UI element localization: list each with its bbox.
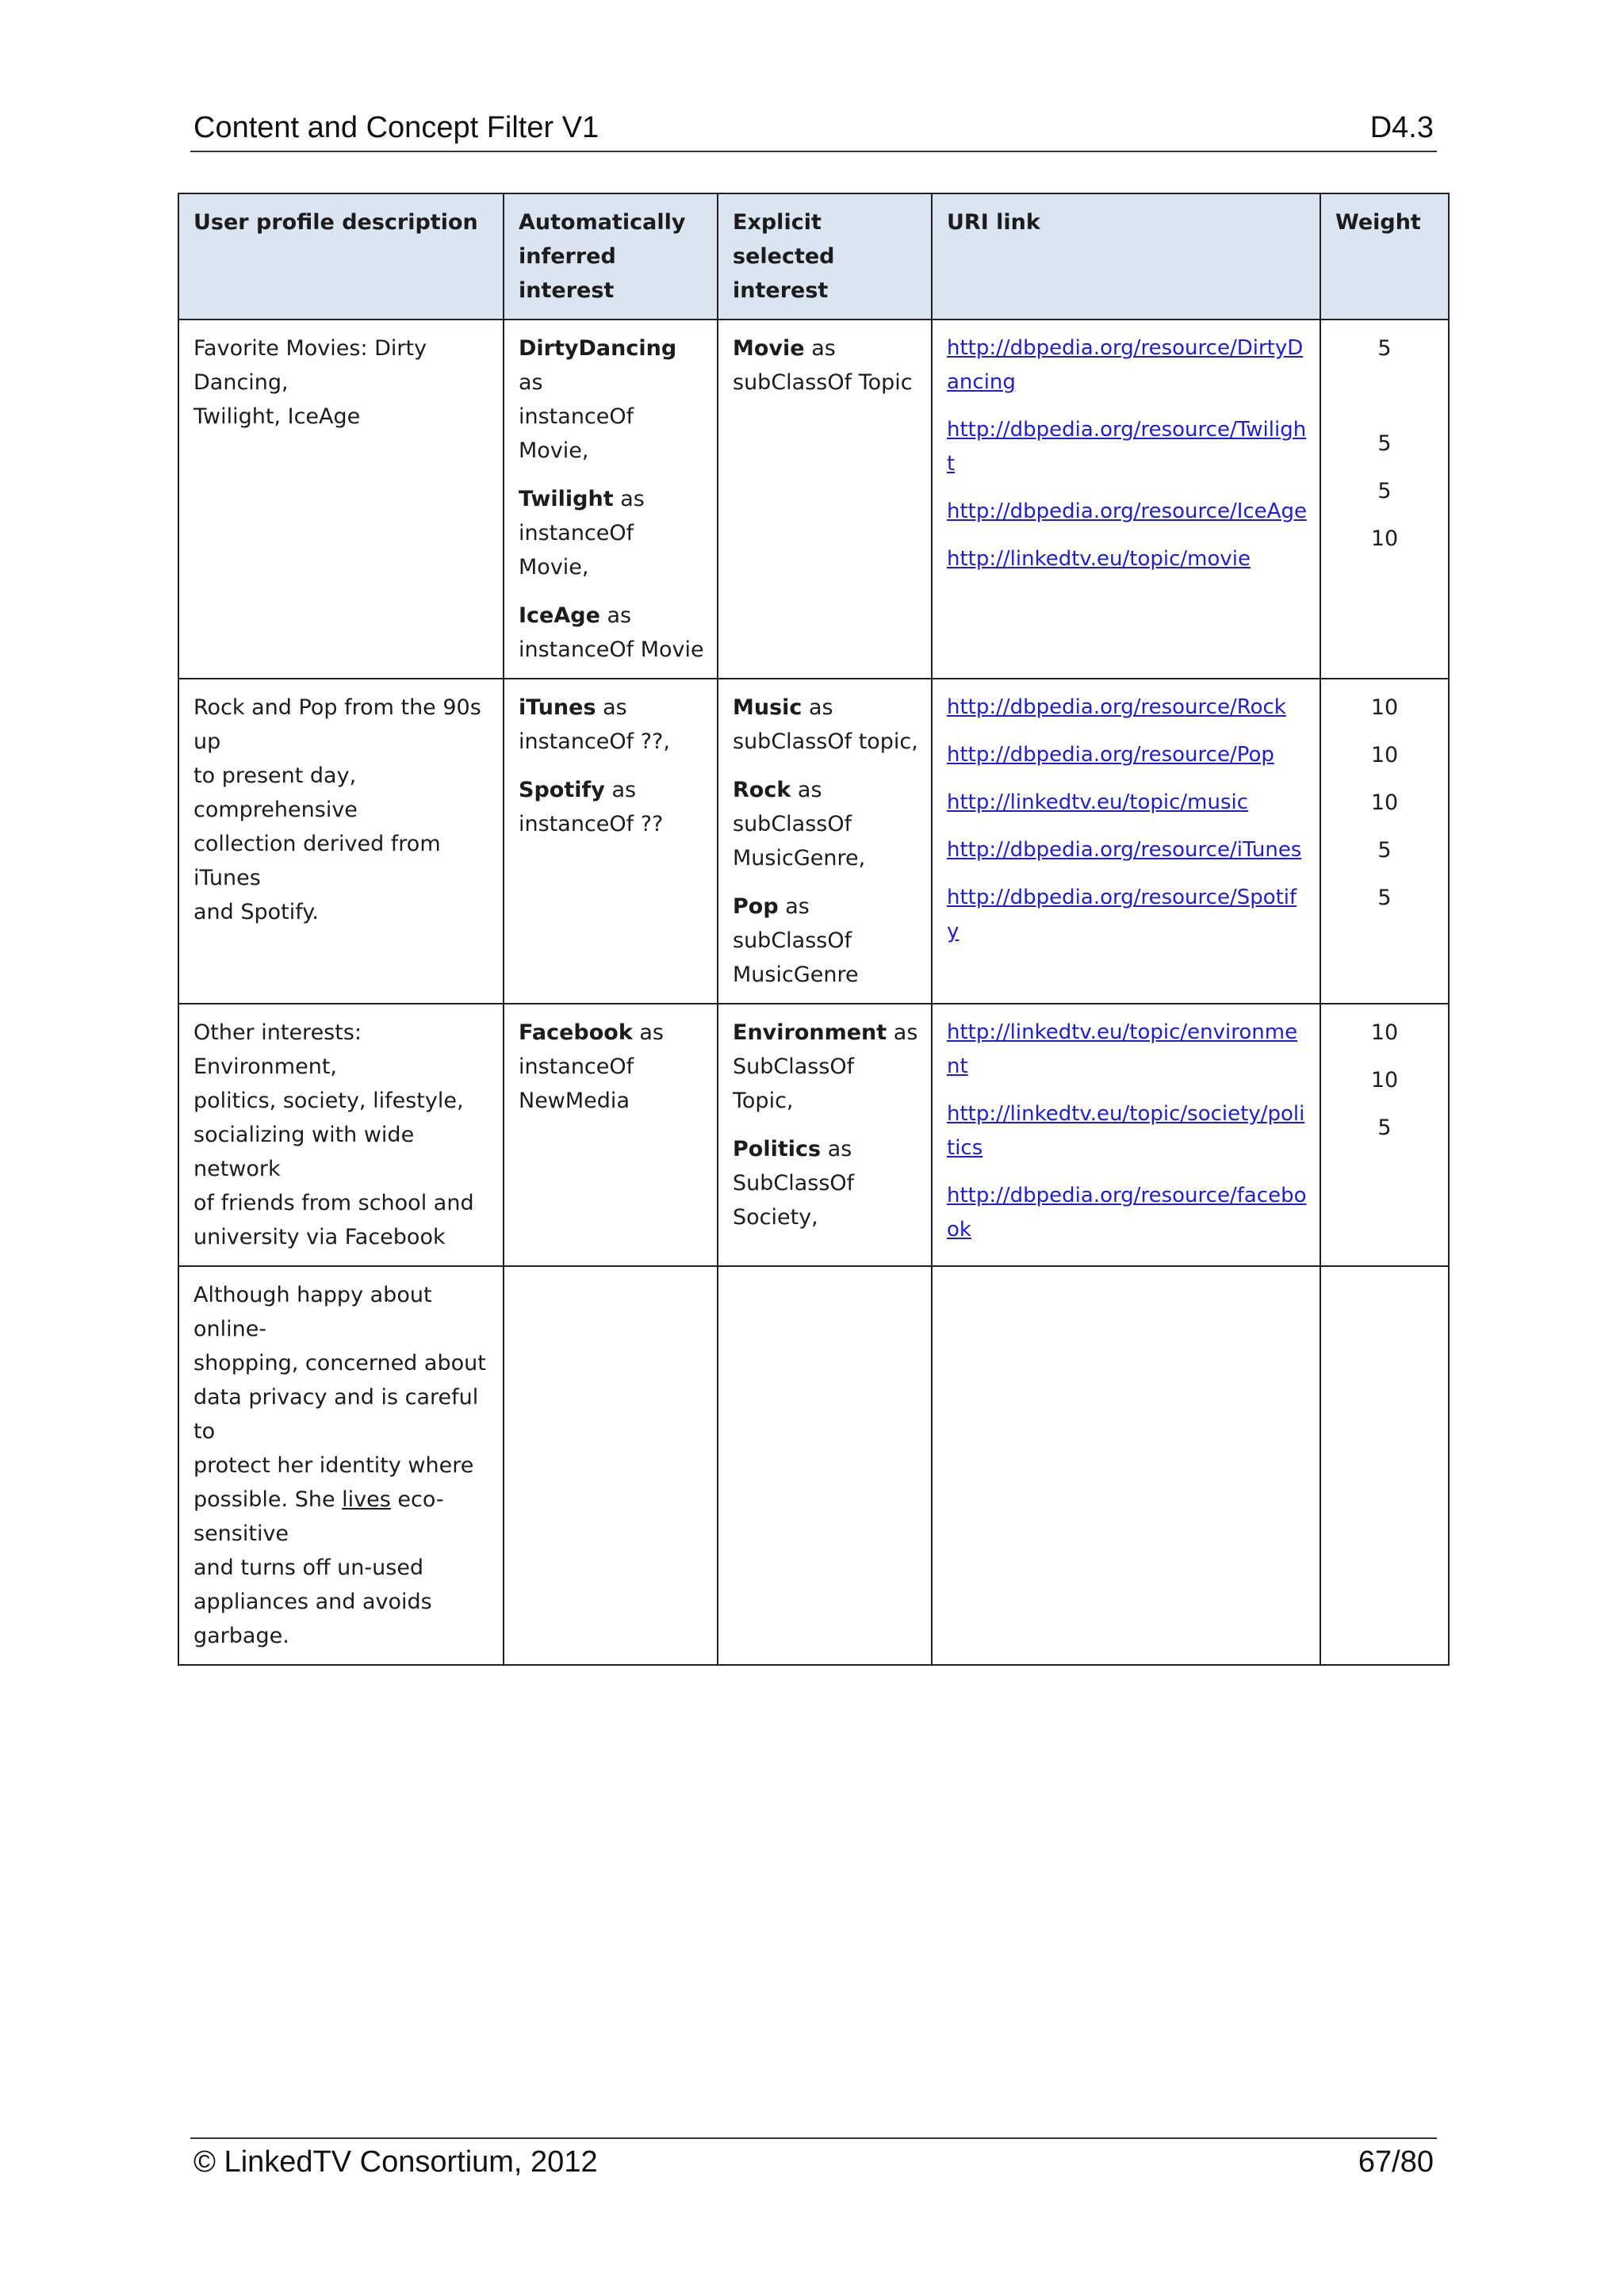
interest-relation: as	[827, 1137, 852, 1161]
weight-value: 10	[1370, 526, 1399, 551]
description-cell	[178, 1266, 504, 1665]
weight-value: 10	[1370, 743, 1399, 767]
description-line: Twilight, IceAge	[193, 404, 361, 429]
interest-relation: subClassOf Topic	[733, 370, 913, 395]
description-line: politics, society, lifestyle,	[193, 1089, 464, 1113]
description-line: appliances and avoids garbage.	[193, 1590, 432, 1648]
page-footer	[190, 2137, 1437, 2187]
weight-value: 10	[1370, 790, 1399, 815]
uri-link[interactable]: http://dbpedia.org/resource/DirtyDancing	[947, 336, 1304, 394]
interest-term: iTunes	[519, 695, 596, 720]
auto-interest-cell	[504, 1004, 718, 1266]
weight-value: 5	[1377, 336, 1392, 361]
user-profile-table	[178, 193, 1450, 1666]
table-row	[178, 320, 1449, 679]
uri-link[interactable]: http://dbpedia.org/resource/IceAge	[947, 499, 1307, 523]
interest-relation: instanceOf	[519, 1054, 634, 1079]
auto-interest-cell	[504, 1266, 718, 1665]
interest-relation: subClassOf topic,	[733, 729, 918, 754]
description-line: collection derived from iTunes	[193, 832, 441, 890]
interest-relation: instanceOf Movie,	[519, 404, 634, 463]
interest-relation: SubClassOf Society,	[733, 1171, 855, 1230]
uri-cell	[932, 320, 1320, 679]
column-header-explicit-interest: Explicit selected interest	[718, 193, 932, 320]
interest-relation: as	[607, 603, 632, 628]
description-line: protect her identity where	[193, 1453, 474, 1478]
interest-term: Twilight	[519, 487, 614, 511]
interest-term: Music	[733, 695, 802, 720]
interest-relation: as	[639, 1020, 664, 1045]
interest-term: Spotify	[519, 778, 605, 802]
document-id: D4.3	[1369, 111, 1434, 144]
interest-relation: as	[811, 336, 836, 361]
uri-cell	[932, 1004, 1320, 1266]
interest-term: Facebook	[519, 1020, 633, 1045]
interest-relation: as subClassOf	[733, 778, 852, 836]
underlined-word: lives	[342, 1487, 391, 1512]
page-number: 67/80	[1358, 2145, 1434, 2179]
explicit-interest-cell	[718, 1266, 932, 1665]
weight-cell	[1320, 1004, 1449, 1266]
interest-relation: NewMedia	[519, 1089, 630, 1113]
auto-interest-cell	[504, 679, 718, 1004]
interest-term: Rock	[733, 778, 791, 802]
interest-relation: instanceOf ??,	[519, 729, 670, 754]
interest-term: Movie	[733, 336, 805, 361]
description-cell	[178, 679, 504, 1004]
interest-relation: as	[603, 695, 627, 720]
column-header-description: User profile description	[178, 193, 504, 320]
uri-cell	[932, 1266, 1320, 1665]
description-line: shopping, concerned about	[193, 1351, 486, 1376]
document-title: Content and Concept Filter V1	[193, 111, 599, 144]
interest-term: Politics	[733, 1137, 822, 1161]
table-header-row	[178, 193, 1449, 320]
description-text: eco-sensitive	[193, 1487, 444, 1546]
interest-relation: as subClassOf	[733, 894, 852, 953]
uri-link[interactable]: http://dbpedia.org/resource/iTunes	[947, 838, 1302, 862]
description-text: possible. She	[193, 1487, 343, 1512]
explicit-interest-cell	[718, 320, 932, 679]
interest-relation: as	[611, 778, 637, 802]
interest-relation: MusicGenre	[733, 962, 859, 987]
description-line: Although happy about online-	[193, 1283, 432, 1341]
interest-relation: SubClassOf Topic,	[733, 1054, 855, 1113]
description-line: data privacy and is careful to	[193, 1385, 479, 1444]
weight-value: 5	[1377, 431, 1392, 456]
weight-cell	[1320, 320, 1449, 679]
interest-term: IceAge	[519, 603, 600, 628]
interest-term: Pop	[733, 894, 779, 919]
interest-relation: as	[620, 487, 645, 511]
description-line: and turns off un-used	[193, 1556, 424, 1580]
uri-link[interactable]: http://linkedtv.eu/topic/society/politics	[947, 1102, 1305, 1160]
uri-link[interactable]: http://dbpedia.org/resource/Twilight	[947, 418, 1307, 476]
explicit-interest-cell	[718, 1004, 932, 1266]
interest-relation: instanceOf ??	[519, 812, 664, 836]
uri-cell	[932, 679, 1320, 1004]
weight-value: 5	[1377, 838, 1392, 863]
interest-term: DirtyDancing	[519, 336, 677, 361]
uri-link[interactable]: http://dbpedia.org/resource/Rock	[947, 695, 1286, 719]
page-header	[190, 109, 1437, 152]
interest-relation: as	[809, 695, 833, 720]
uri-link[interactable]: http://linkedtv.eu/topic/movie	[947, 547, 1251, 571]
interest-term: Environment	[733, 1020, 887, 1045]
interest-relation: MusicGenre,	[733, 846, 866, 871]
weight-value: 10	[1370, 695, 1399, 720]
weight-value: 10	[1370, 1068, 1399, 1093]
weight-cell	[1320, 1266, 1449, 1665]
interest-relation: instanceOf Movie,	[519, 521, 634, 580]
interest-relation: as	[893, 1020, 918, 1045]
description-line: Rock and Pop from the 90s up	[193, 695, 481, 754]
uri-link[interactable]: http://dbpedia.org/resource/facebook	[947, 1184, 1307, 1242]
weight-cell	[1320, 679, 1449, 1004]
table-row	[178, 1266, 1449, 1665]
auto-interest-cell	[504, 320, 718, 679]
uri-link[interactable]: http://linkedtv.eu/topic/environment	[947, 1020, 1298, 1078]
weight-value: 5	[1377, 1115, 1392, 1140]
description-line: and Spotify.	[193, 900, 320, 924]
interest-relation: as	[519, 370, 543, 395]
weight-value: 5	[1377, 479, 1392, 503]
description-line: socializing with wide network	[193, 1123, 415, 1181]
description-line: Favorite Movies: Dirty Dancing,	[193, 336, 427, 395]
weight-value: 5	[1377, 886, 1392, 910]
column-header-auto-interest: Automatically inferred interest	[504, 193, 718, 320]
uri-link[interactable]: http://dbpedia.org/resource/Pop	[947, 743, 1274, 767]
description-line: Other interests: Environment,	[193, 1020, 362, 1079]
explicit-interest-cell	[718, 679, 932, 1004]
description-line	[193, 1483, 490, 1551]
description-cell	[178, 1004, 504, 1266]
uri-link[interactable]: http://linkedtv.eu/topic/music	[947, 790, 1249, 814]
table-row	[178, 679, 1449, 1004]
interest-relation: instanceOf Movie	[519, 637, 704, 662]
description-line: university via Facebook	[193, 1225, 446, 1249]
description-cell	[178, 320, 504, 679]
column-header-weight: Weight	[1320, 193, 1449, 320]
description-line: of friends from school and	[193, 1191, 474, 1215]
weight-value: 10	[1370, 1020, 1399, 1045]
uri-link[interactable]: http://dbpedia.org/resource/Spotify	[947, 886, 1297, 943]
description-line: to present day, comprehensive	[193, 763, 358, 822]
table-row	[178, 1004, 1449, 1266]
column-header-uri-link: URI link	[932, 193, 1320, 320]
copyright-notice: © LinkedTV Consortium, 2012	[193, 2145, 598, 2179]
